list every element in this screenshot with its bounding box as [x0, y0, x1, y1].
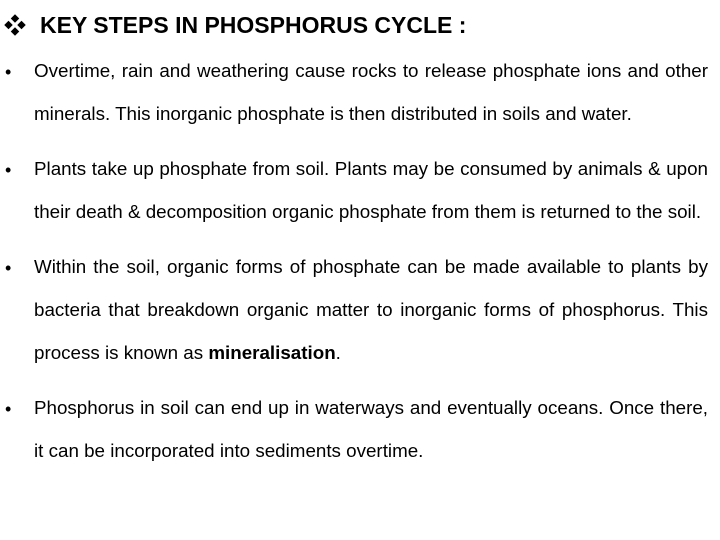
slide-title: KEY STEPS IN PHOSPHORUS CYCLE : — [40, 12, 467, 38]
bullet-text-tail: . — [335, 342, 341, 363]
bullet-text: Phosphorus in soil can end up in waterways and eventually oceans. Once there, it can be incorporated into sediments overtime. — [34, 397, 708, 461]
list-item — [0, 245, 720, 374]
list-item — [0, 386, 720, 472]
diamond-bullet-icon — [4, 14, 26, 36]
emphasis-term: mineralisation — [208, 342, 336, 363]
bullet-text — [34, 245, 708, 374]
list-item — [0, 147, 720, 233]
list-item — [0, 49, 720, 135]
bullet-text: Plants take up phosphate from soil. Plants may be consumed by animals & upon their death & decomposition organic phosphate from them is returned to the soil. — [34, 158, 708, 222]
bullet-marker: • — [5, 62, 12, 82]
bullet-marker: • — [5, 258, 12, 278]
bullet-text: Overtime, rain and weathering cause rocks to release phosphate ions and other minerals. This inorganic phosphate is then distributed in soils and water. — [34, 60, 708, 124]
slide-heading — [4, 8, 466, 42]
bullet-marker: • — [5, 399, 12, 419]
bullet-text-lead: Within the soil, organic forms of phosphate can be made available to plants by bacteria that breakdown organic matter to inorganic forms of phosphorus. This process is known as — [34, 256, 708, 363]
bullet-list — [0, 49, 720, 484]
bullet-marker: • — [5, 160, 12, 180]
